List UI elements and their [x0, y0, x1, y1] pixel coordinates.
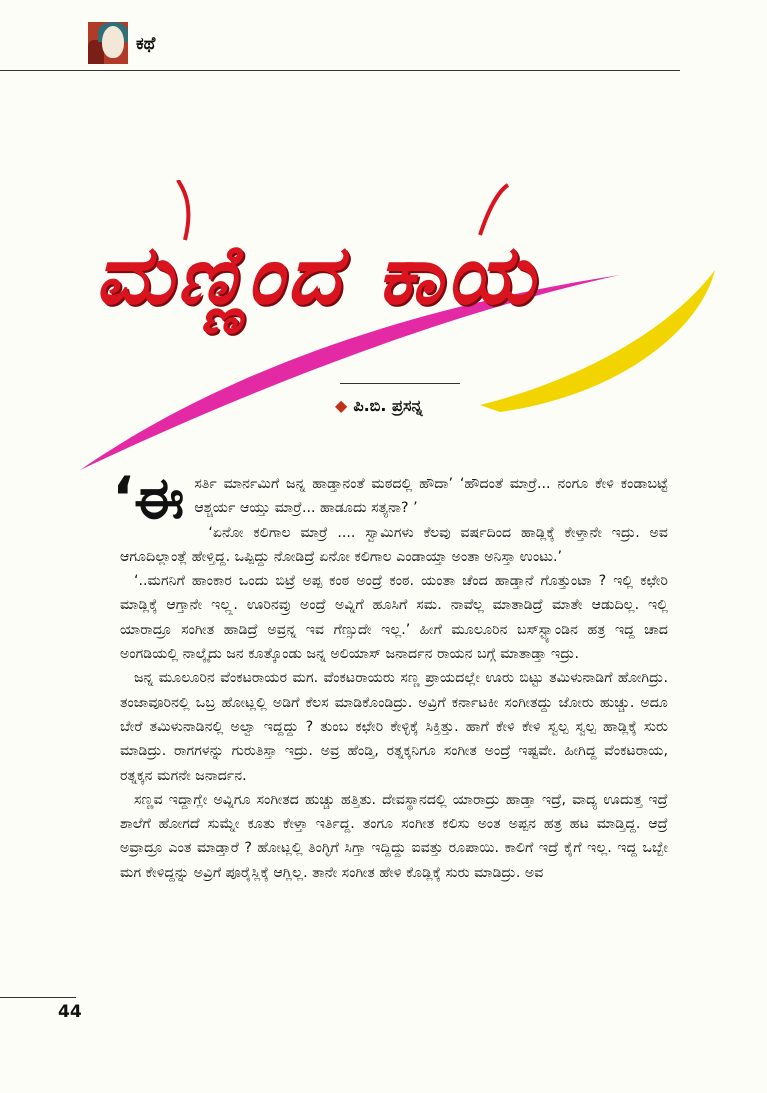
- section-thumbnail: [88, 22, 128, 64]
- paragraph: ‘ಏನೋ ಕಲಿಗಾಲ ಮಾರ್ರೆ .... ಸ್ವಾಮಿಗಳು ಕೆಲವು ವರ್ಷದಿಂದ ಹಾಡ್ಲಿಕ್ಕೆ ಕೇಳ್ತಾನೇ ಇದ್ರು. ಅವ ಆಗೂದಿಲ್ಲಾಂತ್ಲೆ ಹೇಳ್ತಿದ್ದ. ಒಪ್ಪಿದ್ದು ನೋಡಿದ್ರೆ ಏನೋ ಕಲಿಗಾಲ ಎಂಡಾಯ್ತಾ ಅಂತಾ ಅನಿಸ್ತಾ ಉಂಟು.’: [120, 524, 668, 565]
- paragraph: ‘..ಮಗನಿಗೆ ಹಾಂಕಾರ ಒಂದು ಬಿಟ್ರೆ ಅಪ್ಪ ಕಂಠ ಅಂದ್ರೆ ಕಂಠ. ಯಂತಾ ಚೆಂದ ಹಾಡ್ತಾನೆ ಗೊತ್ತುಂಟಾ ? ಇಲ್ಲಿ ಕಛೇರಿ ಮಾಡ್ಲಿಕ್ಕೆ ಆಗ್ತಾನೇ ಇಲ್ಲ್ಲ. ಊರಿನವ್ರು ಅಂದ್ರೆ ಅವ್ನಿಗೆ ಹೂಸಿಗೆ ಸಮ. ನಾವೆಲ್ಲ ಮಾತಾಡಿದ್ರೆ ಮಾತೇ ಆಡುದಿಲ್ಲ. ಇಲ್ಲಿ ಯಾರಾದ್ರೂ ಸಂಗೀತ ಹಾಡಿದ್ರೆ ಅವ್ರನ್ನ ಇವ ಗೆಣ್ಸುದೇ ಇಲ್ಲ.’ ಹೀಗೆ ಮೂಲೂರಿನ ಬಸ್‌ಸ್ಟ್ಯಾಂಡಿನ ಹತ್ರ ಇದ್ದ ಚಾದ ಅಂಗಡಿಯಲ್ಲಿ ನಾಲ್ಕೈದು ಜನ ಕೂತ್ಕೊಂಡು ಜನ್ನ ಅಲಿಯಾಸ್ ಜನಾರ್ದನ ರಾಯನ ಬಗ್ಗೆ ಮಾತಾಡ್ತಾ ಇದ್ರು.: [120, 573, 668, 663]
- author-name: ಪಿ.ಬಿ. ಪ್ರಸನ್ನ: [353, 396, 423, 415]
- page-number: 44: [58, 1002, 82, 1022]
- woman-portrait-icon: [102, 26, 124, 58]
- dropcap: ‘ಈ: [112, 464, 185, 532]
- paragraph-text: ಸರ್ತಿ ಮಾರ್ನಮಿಗೆ ಜನ್ನ ಹಾಡ್ತಾನಂತೆ ಮಠದಲ್ಲಿ ಹೌದಾ’ ‘ಹೌದಂತೆ ಮಾರ್ರೆ... ನಂಗೂ ಕೇಳಿ ಕಂಡಾಬಟ್ಟೆ ಆಶ್ಚರ್ಯ ಆಯ್ತು ಮಾರ್ರೆ... ಹಾಡೂದು ಸತ್ಯನಾ? ’: [194, 476, 668, 517]
- byline: [335, 396, 423, 416]
- section-label: ಕಥೆ: [136, 34, 156, 54]
- article-body: [112, 464, 668, 885]
- title-swoosh-art: [60, 180, 720, 480]
- footer-rule: [0, 997, 76, 998]
- paragraph-lead: [112, 464, 668, 532]
- diamond-icon: ◆: [335, 396, 348, 415]
- header-rule: [0, 70, 680, 71]
- paragraph: ಜನ್ನ ಮೂಲೂರಿನ ವೆಂಕಟರಾಯರ ಮಗ. ವೆಂಕಟರಾಯರು ಸಣ್ಣ ಪ್ರಾಯದಲ್ಲೇ ಊರು ಬಿಟ್ಟು ತಮಿಳುನಾಡಿಗೆ ಹೋಗಿದ್ರು. ತಂಜಾವೂರಿನಲ್ಲಿ ಒಬ್ರ ಹೋಟ್ಲಲ್ಲಿ ಅಡಿಗೆ ಕೆಲಸ ಮಾಡಿಕೊಂಡಿದ್ರು. ಅವ್ರಿಗೆ ಕರ್ನಾಟಕೀ ಸಂಗೀತದ್ದು ಜೋರು ಹುಚ್ಚು. ಅದೂ ಬೇರೆ ತಮಿಳುನಾಡಿನಲ್ಲಿ ಅಲ್ವಾ ಇದ್ದದ್ದು ? ತುಂಬ ಕಛೇರಿ ಕೇಳ್ಳಿಕ್ಕೆ ಸಿಕ್ತಿತ್ತು. ಹಾಗೆ ಕೇಳಿ ಕೇಳಿ ಸ್ವಲ್ಪ ಸ್ವಲ್ಪ ಹಾಡ್ಲಿಕ್ಕೆ ಸುರು ಮಾಡಿದ್ರು. ರಾಗಗಳನ್ನು ಗುರುತಿಸ್ತಾ ಇದ್ರು. ಅವ್ರ ಹೆಂಡ್ತಿ, ರತ್ನಕ್ಕನಿಗೂ ಸಂಗೀತ ಅಂದ್ರೆ ಇಷ್ಟವೇ. ಹೀಗಿದ್ದ ವೆಂಕಟರಾಯ, ರತ್ನಕ್ಕನ ಮಗನೇ ಜನಾರ್ದನ.: [120, 670, 668, 784]
- story-title: ಮಣ್ಣಿಂದ ಕಾಯ: [95, 228, 539, 323]
- byline-rule: [340, 383, 460, 384]
- paragraph: ಸಣ್ಣವ ಇದ್ದಾಗ್ಲೇ ಅವ್ನಿಗೂ ಸಂಗೀತದ ಹುಚ್ಚು ಹತ್ತಿತು. ದೇವಸ್ಥಾನದಲ್ಲಿ ಯಾರಾದ್ರು ಹಾಡ್ತಾ ಇದ್ರೆ, ವಾದ್ಯ ಊದುತ್ತ ಇದ್ರೆ ಶಾಲೆಗೆ ಹೋಗದೆ ಸುಮ್ನೇ ಕೂತು ಕೇಳ್ತಾ ಇರ್ತಿದ್ದ. ತಂಗೂ ಸಂಗೀತ ಕಲಿಸು ಅಂತ ಅಪ್ಪನ ಹತ್ರ ಹಟ ಮಾಡ್ತಿದ್ದ. ಆದ್ರೆ ಅವ್ರಾದ್ರೂ ಎಂತ ಮಾಡ್ತಾರೆ ? ಹೋಟ್ಲಲ್ಲಿ ತಿಂಗ್ಳಿಗೆ ಸಿಗ್ತಾ ಇದ್ದಿದ್ದು ಐವತ್ತು ರೂಪಾಯಿ. ಕಾಲಿಗೆ ಇದ್ರೆ ಕೈಗೆ ಇಲ್ಲ. ಇದ್ದ ಒಬ್ಬೇ ಮಗ ಕೇಳಿದ್ದನ್ನು ಅವ್ರಿಗೆ ಪೂರೈಸ್ಲಿಕ್ಕೆ ಆಗ್ಲಿಲ್ಲ. ತಾನೇ ಸಂಗೀತ ಹೇಳಿ ಕೊಡ್ಲಿಕ್ಕೆ ಸುರು ಮಾಡಿದ್ರು. ಅವ: [120, 791, 668, 881]
